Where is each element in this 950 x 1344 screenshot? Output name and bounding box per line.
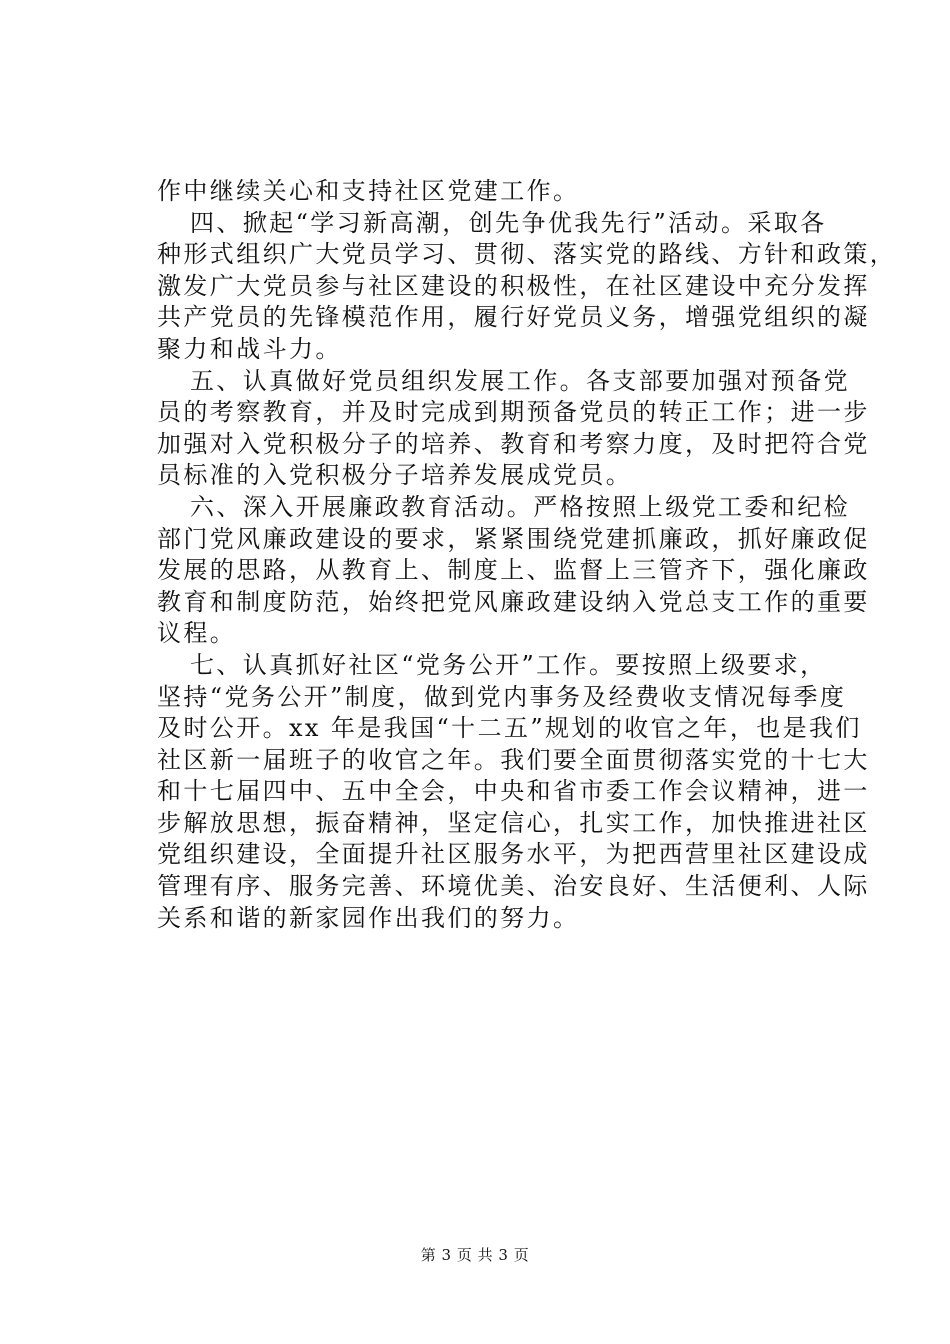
paragraph-4-start: 四、掀起“学习新高潮，创先争优我先行”活动。采取各: [190, 208, 827, 237]
document-body: [157, 176, 897, 934]
text-line: 发展的思路，从教育上、制度上、监督上三管齐下，强化廉政: [157, 556, 870, 585]
text-line: 及时公开。xx 年是我国“十二五”规划的收官之年，也是我们: [157, 714, 862, 743]
text-line: 共产党员的先锋模范作用，履行好党员义务，增强党组织的凝: [157, 303, 870, 332]
text-line: 激发广大党员参与社区建设的积极性，在社区建设中充分发挥: [157, 271, 870, 300]
text-line: 社区新一届班子的收官之年。我们要全面贯彻落实党的十七大: [157, 745, 870, 774]
text-line: 聚力和战斗力。: [157, 334, 342, 363]
text-line: 议程。: [157, 619, 237, 648]
text-line: 作中继续关心和支持社区党建工作。: [157, 177, 580, 205]
paragraph-5-start: 五、认真做好党员组织发展工作。各支部要加强对预备党: [190, 366, 850, 395]
text-line: 教育和制度防范，始终把党风廉政建设纳入党总支工作的重要: [157, 587, 870, 616]
text-line: 管理有序、服务完善、环境优美、治安良好、生活便利、人际: [157, 872, 870, 901]
text-line: 和十七届四中、五中全会，中央和省市委工作会议精神，进一: [157, 777, 870, 806]
text-line: 关系和谐的新家园作出我们的努力。: [157, 903, 580, 932]
paragraph-6-start: 六、深入开展廉政教育活动。严格按照上级党工委和纪检: [190, 492, 850, 521]
page-number-footer: 第 3 页 共 3 页: [420, 1246, 530, 1264]
paragraph-7-start: 七、认真抓好社区“党务公开”工作。要按照上级要求，: [190, 650, 827, 679]
text-line: 坚持“党务公开”制度，做到党内事务及经费收支情况每季度: [157, 682, 847, 711]
text-line: 部门党风廉政建设的要求，紧紧围绕党建抓廉政，抓好廉政促: [157, 524, 870, 553]
text-line: 加强对入党积极分子的培养、教育和考察力度，及时把符合党: [157, 429, 870, 458]
text-line: 步解放思想，振奋精神，坚定信心，扎实工作，加快推进社区: [157, 808, 870, 837]
text-line: 员标准的入党积极分子培养发展成党员。: [157, 461, 633, 490]
text-line: 种形式组织广大党员学习、贯彻、落实党的路线、方针和政策，: [157, 240, 897, 269]
text-line: 员的考察教育，并及时完成到期预备党员的转正工作；进一步: [157, 398, 870, 427]
text-line: 党组织建设，全面提升社区服务水平，为把西营里社区建设成: [157, 840, 870, 869]
